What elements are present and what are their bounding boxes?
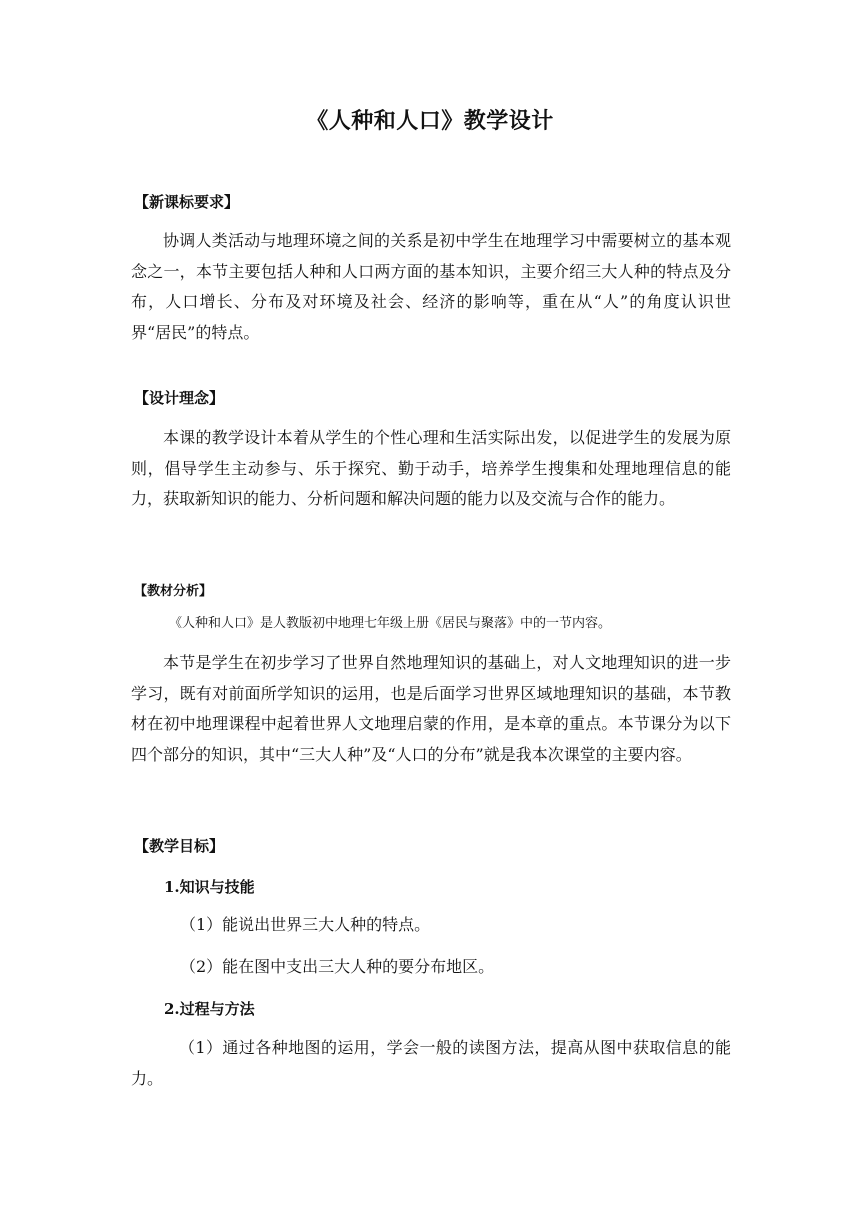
- section-heading-objectives: 【教学目标】: [134, 837, 225, 855]
- document-title: 《人种和人口》教学设计: [306, 109, 554, 134]
- curriculum-paragraph: 协调人类活动与地理环境之间的关系是初中学生在地理学习中需要树立的基本观念之一，本节主要包括人种和人口两方面的基本知识，主要介绍三大人种的特点及分布，人口增长、分布及对环境及社会、经济的影响等，重在从“人”的角度认识世界“居民”的特点。: [131, 231, 731, 342]
- knowledge-skills-heading: 1.知识与技能: [164, 878, 255, 896]
- analysis-paragraph: 本节是学生在初步学习了世界自然地理知识的基础上，对人文地理知识的进一步学习，既有对前面所学知识的运用，也是后面学习世界区域地理知识的基础，本节教材在初中地理课程中起着世界人文地理启蒙的作用，是本章的重点。本节课分为以下四个部分的知识，其中“三大人种”及“人口的分布”就是我本次课堂的主要内容。: [131, 653, 731, 764]
- section-heading-analysis: 【教材分析】: [134, 584, 213, 599]
- section-heading-curriculum: 【新课标要求】: [134, 193, 240, 211]
- analysis-intro: 《人种和人口》是人教版初中地理七年级上册《居民与聚落》中的一节内容。: [169, 616, 612, 631]
- objective-item: （1）能说出世界三大人种的特点。: [180, 915, 431, 934]
- process-methods-heading: 2.过程与方法: [164, 1000, 255, 1018]
- concept-paragraph: 本课的教学设计本着从学生的个性心理和生活实际出发，以促进学生的发展为原则，倡导学生主动参与、乐于探究、勤于动手，培养学生搜集和处理地理信息的能力，获取新知识的能力、分析问题和解决问题的能力以及交流与合作的能力。: [131, 428, 731, 508]
- section-heading-concept: 【设计理念】: [134, 389, 225, 407]
- objective-item: （2）能在图中支出三大人种的要分布地区。: [180, 957, 495, 976]
- process-paragraph: （1）通过各种地图的运用，学会一般的读图方法，提高从图中获取信息的能力。: [131, 1038, 731, 1088]
